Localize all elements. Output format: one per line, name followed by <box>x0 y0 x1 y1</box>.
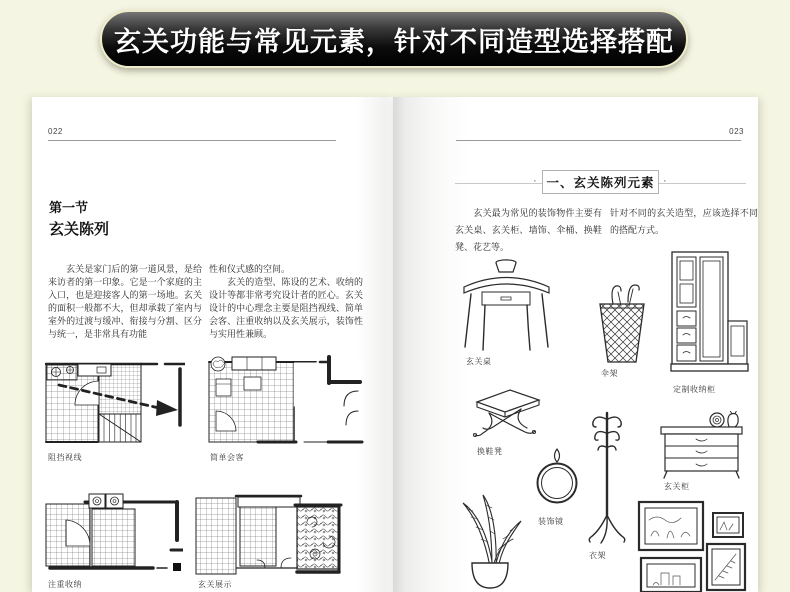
floorplan-simple-reception <box>208 355 364 450</box>
page-number-left: 022 <box>48 127 63 136</box>
right-page <box>393 97 758 592</box>
item-label: 玄关桌 <box>466 357 492 366</box>
floorplan-entry-display <box>195 492 343 577</box>
decor-mirror-illustration <box>535 447 579 507</box>
item-label: 玄关柜 <box>664 482 690 491</box>
section-heading-box <box>542 170 659 194</box>
promo-banner <box>100 10 688 68</box>
page-header-rule-right <box>456 140 741 141</box>
floorplan-caption: 玄关展示 <box>198 580 232 589</box>
page-number-right: 023 <box>729 127 744 136</box>
floorplan-block-sightlines <box>45 355 185 450</box>
floorplan-caption: 注重收纳 <box>48 580 82 589</box>
paragraph: 玄关是家门后的第一道风景，是给来访者的第一印象。它是一个家庭的主入口，也是迎接客人的第一场地。玄关的面积一般都不大，但却承载了室内与室外的过渡与缓冲、衔接与分割、区分与统一，是非常具有功能 <box>48 264 202 339</box>
body-text-column-2 <box>209 263 363 341</box>
potted-plant-illustration <box>455 487 527 592</box>
coat-rack-illustration <box>586 403 630 549</box>
item-label: 装饰镜 <box>538 517 564 526</box>
page-header-rule-left <box>48 140 336 141</box>
umbrella-stand-illustration <box>595 282 649 366</box>
item-label: 定制收纳柜 <box>673 385 716 394</box>
item-label: 换鞋凳 <box>477 447 503 456</box>
item-label: 伞架 <box>601 369 618 378</box>
floorplan-storage-focus <box>45 492 183 577</box>
floorplan-caption: 简单会客 <box>210 453 244 462</box>
paragraph: 玄关最为常见的装饰物件主要有玄关桌、玄关柜、墙饰、伞桶、换鞋凳、花艺等。 <box>455 208 602 252</box>
paragraph: 针对不同的玄关造型，应该选择不同的搭配方式。 <box>610 208 758 235</box>
promo-banner-text: 玄关功能与常见元素，针对不同造型选择搭配 <box>114 26 674 57</box>
section-label: 第一节 <box>49 200 89 215</box>
paragraph: 性和仪式感的空间。 <box>209 264 291 274</box>
wall-frames-illustration <box>637 500 749 592</box>
heading-dot-left: · <box>533 175 537 187</box>
left-page <box>32 97 393 592</box>
section-title: 玄关陈列 <box>49 222 110 238</box>
paragraph: 玄关的造型、陈设的艺术、收纳的设计等都非常考究设计者的匠心。玄关设计的中心理念主要是阻挡视线、简单会客、注重收纳以及玄关展示，装饰性与实用性兼顾。 <box>209 277 363 339</box>
storage-cabinet-illustration <box>669 249 749 382</box>
body-text-column-1 <box>48 263 202 341</box>
section-heading-text: 一、玄关陈列元素 <box>546 176 655 190</box>
shoe-stool-illustration <box>467 387 547 444</box>
heading-dot-right: · <box>663 175 667 187</box>
entry-cabinet-illustration <box>657 411 747 479</box>
floorplan-caption: 阻挡视线 <box>48 453 82 462</box>
body-text-column-2 <box>610 205 758 239</box>
item-label: 衣架 <box>589 551 606 560</box>
body-text-column-1 <box>455 205 602 256</box>
console-table-illustration <box>459 255 554 353</box>
